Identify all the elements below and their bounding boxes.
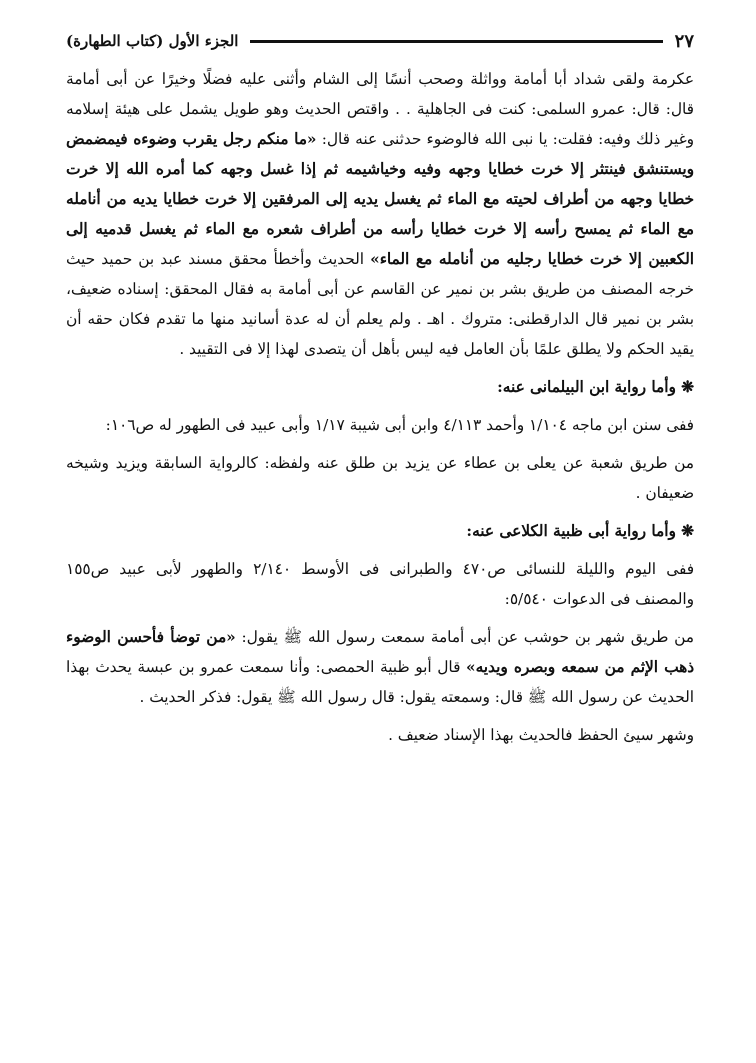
text-run: عكرمة ولقى شداد أبا أمامة وواثلة وصحب أنسًا إلى الشام وأثنى عليه فضلًا وخيرًا عن أبى أمامة قال: قال: عمرو السلمى: كنت فى الجاهلية . . واقتص الحديث وهو طويل يشمل على هيئة إسلامه وغير ذلك وفيه: فقلت: يا نبى الله فالوضوء حدثنى عنه قال: bbox=[66, 70, 694, 148]
hadith-quote: «ما منكم رجل يقرب وضوءه فيمضمض ويستنشق فينتثر إلا خرت خطايا وجهه وفيه وخياشيمه ثم إذا غسل وجهه كما أمره الله إلا خرت خطايا وجهه من أطراف لحيته مع الماء ثم يغسل يديه إلى المرفقين إلا خرت خطايا يديه من أنامله مع الماء ثم يمسح رأسه إلا خرت خطايا رأسه من أطراف شعره مع الماء ثم يغسل قدميه إلى الكعبين إلا خرت خطايا رجليه من أنامله مع الماء» bbox=[66, 130, 694, 268]
text-run: من طريق شهر بن حوشب عن أبى أمامة سمعت رسول الله ﷺ يقول: bbox=[235, 628, 694, 646]
section-heading-1: ❋ وأما رواية ابن البيلمانى عنه: bbox=[497, 378, 694, 396]
paragraph-2: ففى سنن ابن ماجه ١/١٠٤ وأحمد ٤/١١٣ وابن أبى شيبة ١/١٧ وأبى عبيد فى الطهور له ص١٠٦: bbox=[105, 416, 694, 434]
section-heading-2: ❋ وأما رواية أبى ظبية الكلاعى عنه: bbox=[466, 522, 694, 540]
paragraph-3: من طريق شعبة عن يعلى بن عطاء عن يزيد بن طلق عنه ولفظه: كالرواية السابقة ويزيد وشيخه ضعيفان . bbox=[66, 454, 694, 502]
hadith-quote: «من توضأ فأحسن الوضوء ذهب الإثم من سمعه وبصره ويديه» bbox=[66, 628, 695, 676]
text-run: قال أبو ظبية الحمصى: وأنا سمعت عمرو بن عبسة يحدث بهذا الحديث عن رسول الله ﷺ قال: وسمعته يقول: قال رسول الله ﷺ يقول: فذكر الحديث . bbox=[66, 658, 694, 706]
paragraph-4: ففى اليوم والليلة للنسائى ص٤٧٠ والطبرانى فى الأوسط ٢/١٤٠ والطهور لأبى عبيد ص١٥٥ والمصنف فى الدعوات ٥/٥٤٠: bbox=[66, 560, 695, 608]
page-number: ٢٧ bbox=[674, 30, 694, 52]
paragraph-1 bbox=[66, 64, 694, 364]
header-rule bbox=[250, 40, 662, 43]
running-title: الجزء الأول (كتاب الطهارة) bbox=[66, 32, 239, 50]
paragraph-5 bbox=[66, 622, 694, 712]
page-body bbox=[66, 64, 694, 750]
page-header bbox=[66, 24, 694, 58]
paragraph-6: وشهر سيئ الحفظ فالحديث بهذا الإسناد ضعيف . bbox=[388, 726, 694, 744]
text-run: الحديث وأخطأ محقق مسند عبد بن حميد حيث خرجه المصنف من طريق بشر بن نمير عن القاسم عن أبى أمامة به فقال المحقق: إسناده ضعيف، بشر بن نمير قال الدارقطنى: متروك . اهـ . ولم يعلم أن له عدة أسانيد منها ما تقدم فكان حقه أن يقيد الحكم ولا يطلق علمًا بأن العامل فيه ليس بأهل أن يتصدى لهذا إلا فى التقييد . bbox=[66, 250, 694, 358]
